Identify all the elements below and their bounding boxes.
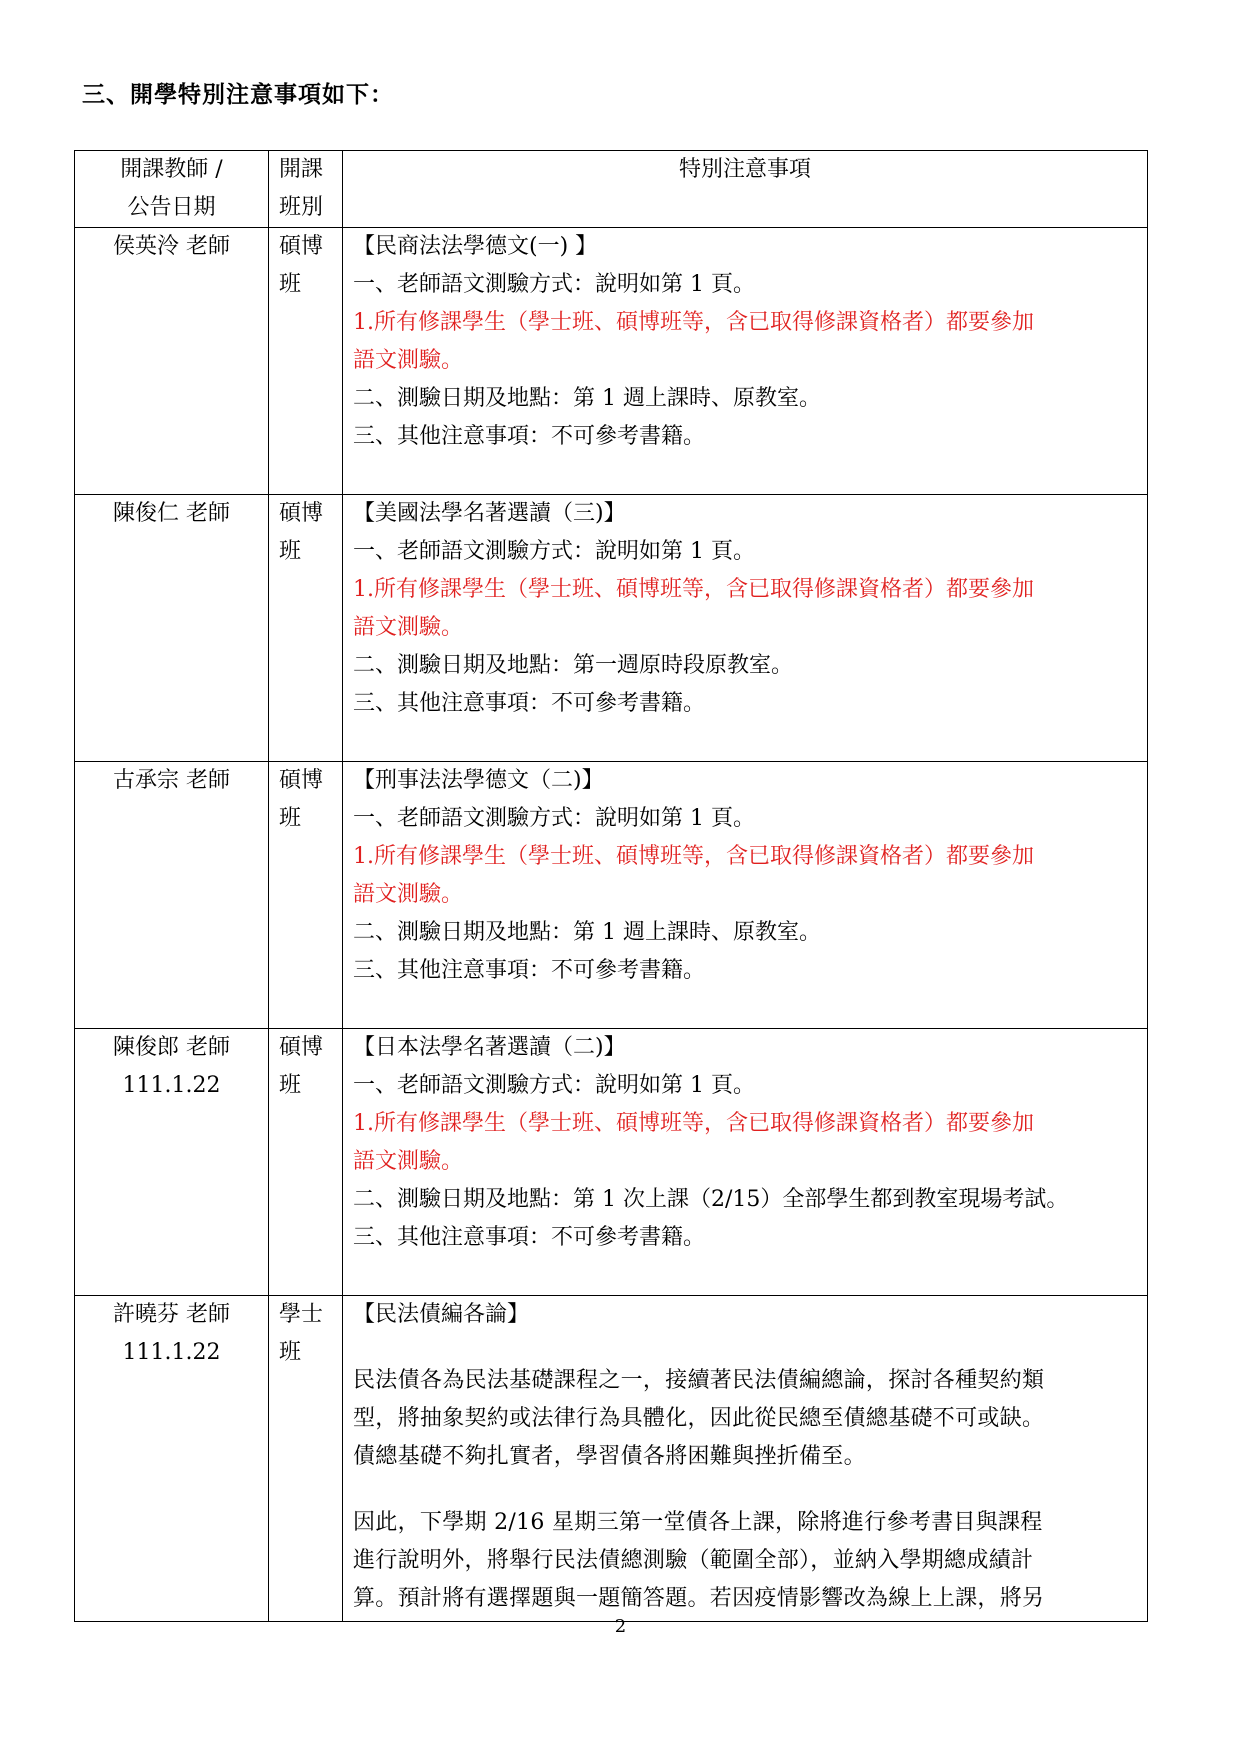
header-teacher-date: 開課教師 / 公告日期 <box>75 151 269 228</box>
required-notice-cont: 語文測驗。 <box>353 615 464 640</box>
class-cell: 碩博 班 <box>269 495 343 762</box>
teacher-name: 許曉芬 老師 <box>113 1302 230 1327</box>
other-notes: 三、其他注意事項：不可參考書籍。 <box>353 1225 706 1250</box>
test-date-place: 二、測驗日期及地點：第 1 次上課（2/15）全部學生都到教室現場考試。 <box>353 1187 1069 1212</box>
teacher-cell <box>75 228 269 495</box>
class-cell: 碩博 班 <box>269 228 343 495</box>
test-date-place: 二、測驗日期及地點：第 1 週上課時、原教室。 <box>353 386 821 411</box>
table-row <box>75 495 1148 762</box>
required-notice: 1.所有修課學生（學士班、碩博班等，含已取得修課資格者）都要參加 <box>353 577 1034 602</box>
paragraph-line: 算。預計將有選擇題與一題簡答題。若因疫情影響改為線上上課，將另 <box>353 1586 1045 1611</box>
course-title: 【刑事法法學德文（二)】 <box>353 768 604 793</box>
notes-cell <box>343 1296 1148 1622</box>
table-header-row <box>75 151 1148 228</box>
course-title: 【民商法法學德文(一) 】 <box>353 234 598 259</box>
table-row <box>75 228 1148 495</box>
header-class: 開課 班別 <box>269 151 343 228</box>
paragraph-line: 進行說明外，將舉行民法債總測驗（範圍全部），並納入學期總成績計 <box>353 1548 1034 1573</box>
test-method: 一、老師語文測驗方式：說明如第 1 頁。 <box>353 1073 755 1098</box>
announce-date: 111.1.22 <box>122 1073 221 1098</box>
table-row <box>75 762 1148 1029</box>
course-title: 【日本法學名著選讀（二)】 <box>353 1035 626 1060</box>
paragraph-line: 型，將抽象契約或法律行為具體化，因此從民總至債總基礎不可或缺。 <box>353 1406 1045 1431</box>
class-cell: 碩博 班 <box>269 762 343 1029</box>
other-notes: 三、其他注意事項：不可參考書籍。 <box>353 424 706 449</box>
notes-cell <box>343 762 1148 1029</box>
teacher-cell <box>75 1296 269 1622</box>
table-row <box>75 1029 1148 1296</box>
announce-date: 111.1.22 <box>122 1340 221 1365</box>
class-cell: 學士 班 <box>269 1296 343 1622</box>
course-title: 【美國法學名著選讀（三)】 <box>353 501 626 526</box>
test-date-place: 二、測驗日期及地點：第 1 週上課時、原教室。 <box>353 920 821 945</box>
notice-table <box>74 150 1148 1622</box>
notes-cell <box>343 495 1148 762</box>
test-date-place: 二、測驗日期及地點：第一週原時段原教室。 <box>353 653 794 678</box>
required-notice: 1.所有修課學生（學士班、碩博班等，含已取得修課資格者）都要參加 <box>353 844 1034 869</box>
other-notes: 三、其他注意事項：不可參考書籍。 <box>353 691 706 716</box>
teacher-cell <box>75 762 269 1029</box>
notes-cell <box>343 228 1148 495</box>
notes-cell <box>343 1029 1148 1296</box>
section-heading: 三、開學特別注意事項如下： <box>82 82 394 108</box>
paragraph-line: 因此，下學期 2/16 星期三第一堂債各上課，除將進行參考書目與課程 <box>353 1510 1043 1535</box>
paragraph-line: 民法債各為民法基礎課程之一，接續著民法債編總論，探討各種契約類 <box>353 1368 1045 1393</box>
page-number: 2 <box>614 1616 627 1637</box>
class-cell: 碩博 班 <box>269 1029 343 1296</box>
header-notes: 特別注意事項 <box>343 151 1148 228</box>
test-method: 一、老師語文測驗方式：說明如第 1 頁。 <box>353 806 755 831</box>
test-method: 一、老師語文測驗方式：說明如第 1 頁。 <box>353 539 755 564</box>
paragraph-line: 債總基礎不夠扎實者，學習債各將困難與挫折備至。 <box>353 1444 866 1469</box>
required-notice-cont: 語文測驗。 <box>353 348 464 373</box>
teacher-name: 古承宗 老師 <box>113 768 230 793</box>
other-notes: 三、其他注意事項：不可參考書籍。 <box>353 958 706 983</box>
test-method: 一、老師語文測驗方式：說明如第 1 頁。 <box>353 272 755 297</box>
required-notice: 1.所有修課學生（學士班、碩博班等，含已取得修課資格者）都要參加 <box>353 310 1034 335</box>
teacher-name: 陳俊郎 老師 <box>113 1035 230 1060</box>
teacher-cell <box>75 1029 269 1296</box>
teacher-name: 侯英泠 老師 <box>113 234 230 259</box>
required-notice-cont: 語文測驗。 <box>353 882 464 907</box>
required-notice: 1.所有修課學生（學士班、碩博班等，含已取得修課資格者）都要參加 <box>353 1111 1034 1136</box>
teacher-name: 陳俊仁 老師 <box>113 501 230 526</box>
required-notice-cont: 語文測驗。 <box>353 1149 464 1174</box>
course-title: 【民法債編各論】 <box>353 1302 530 1327</box>
table-row <box>75 1296 1148 1622</box>
teacher-cell <box>75 495 269 762</box>
